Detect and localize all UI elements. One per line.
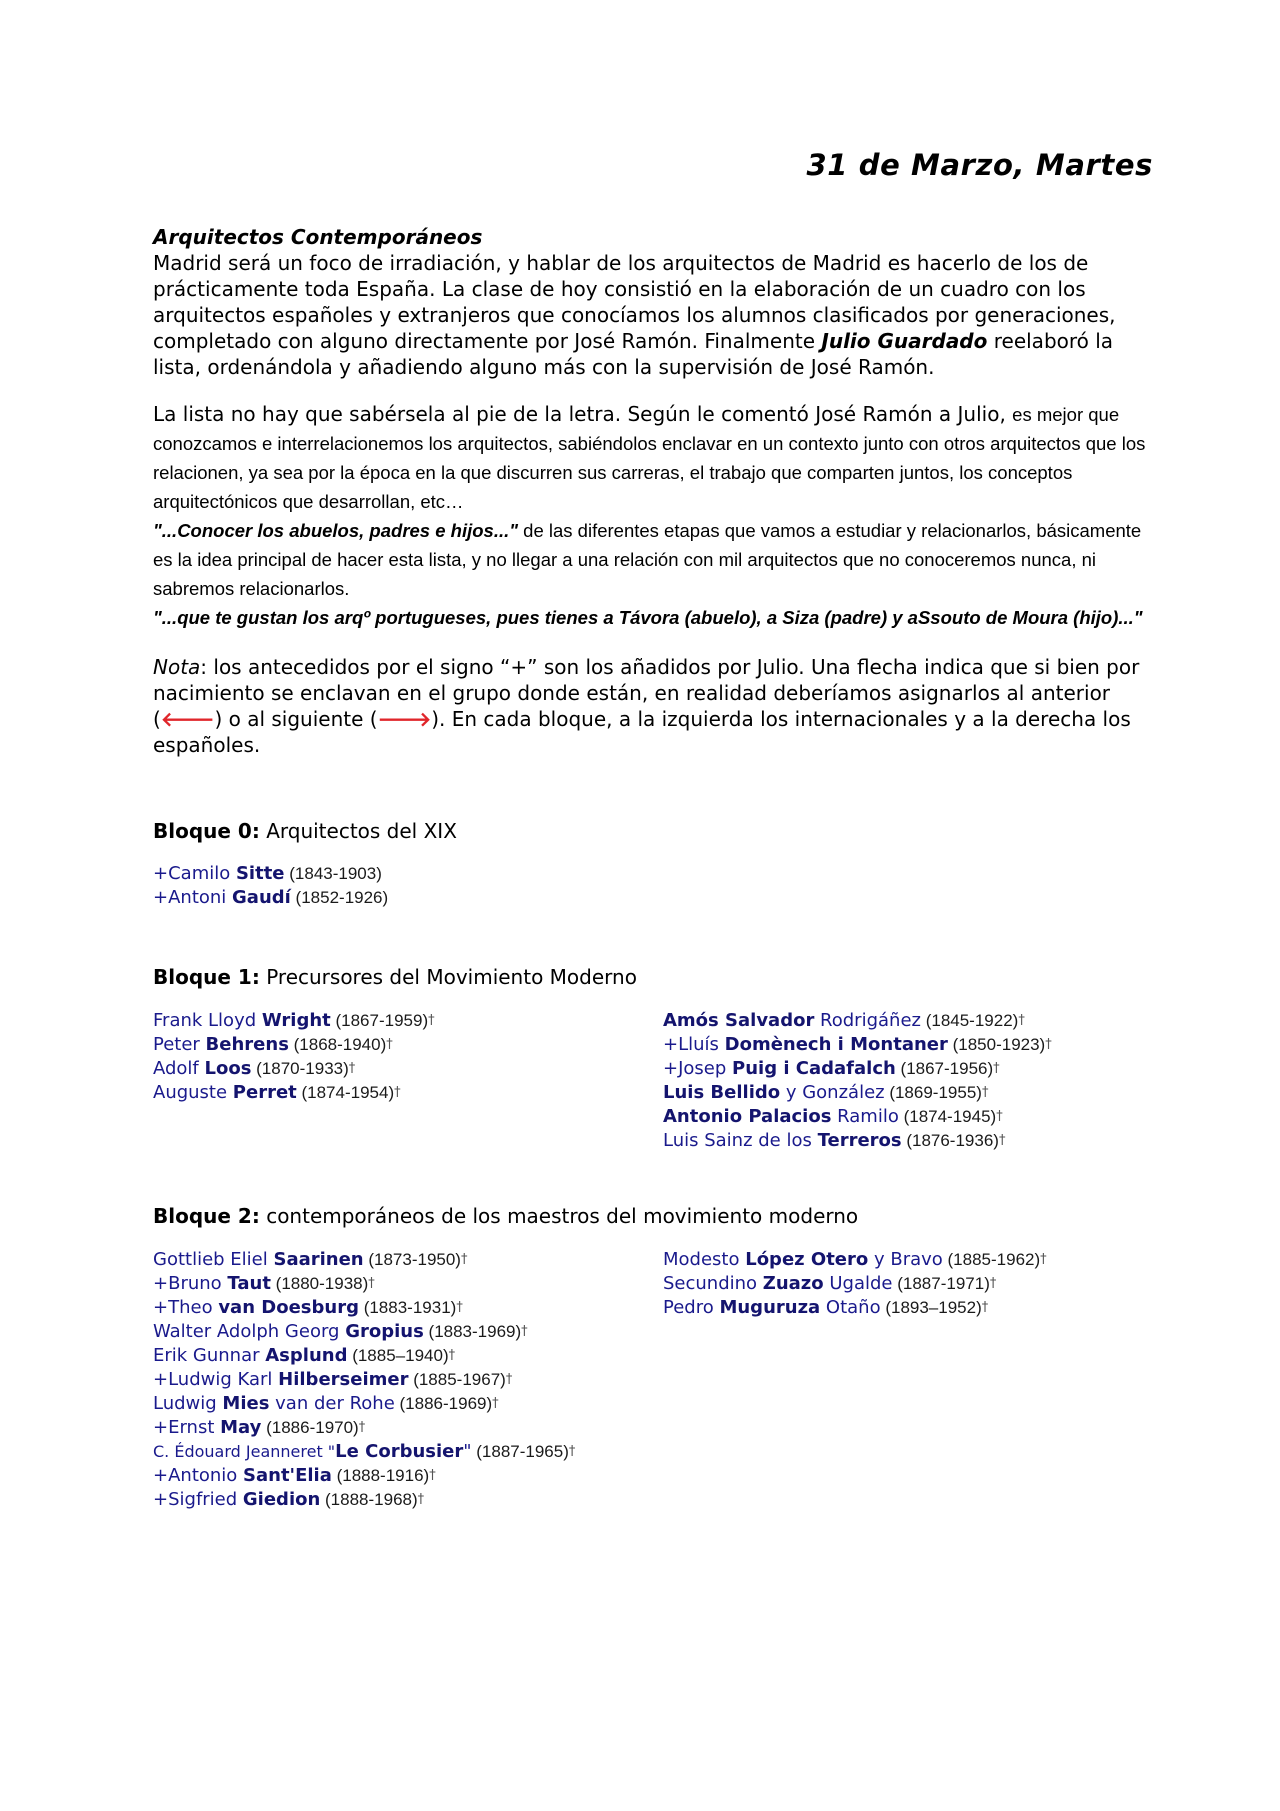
architect-years: (1873-1950) bbox=[363, 1250, 461, 1269]
architect-entry bbox=[153, 1057, 663, 1081]
architect-name-suffix: Ugalde bbox=[823, 1273, 893, 1294]
architect-name-suffix: Otaño bbox=[820, 1297, 881, 1318]
architect-years: (1868-1940) bbox=[288, 1035, 387, 1054]
architect-surname: Terreros bbox=[817, 1130, 902, 1151]
architect-years: (1870-1933) bbox=[251, 1059, 349, 1078]
dagger-mark: † bbox=[521, 1324, 528, 1339]
dagger-mark: † bbox=[448, 1348, 456, 1363]
plus-sign: + bbox=[153, 887, 169, 908]
dagger-mark: † bbox=[505, 1372, 513, 1387]
architect-years: (1885-1967) bbox=[408, 1370, 506, 1389]
architect-entry bbox=[663, 1057, 1153, 1081]
architect-years: (1893–1952) bbox=[880, 1298, 982, 1317]
architect-years: (1850-1923) bbox=[947, 1035, 1046, 1054]
architect-entry bbox=[153, 862, 1153, 886]
architect-surname: Sant'Elia bbox=[243, 1465, 332, 1486]
architect-years: (1874-1954) bbox=[296, 1083, 395, 1102]
architect-entry bbox=[153, 1081, 663, 1105]
architect-first-name: Walter Adolph Georg bbox=[153, 1321, 346, 1342]
architect-first-name: Erik Gunnar bbox=[153, 1345, 266, 1366]
architect-entry bbox=[153, 886, 1153, 910]
architect-entry bbox=[153, 1009, 663, 1033]
plus-sign: + bbox=[153, 1417, 169, 1438]
architect-first-name: Theo bbox=[168, 1297, 219, 1318]
architect-surname: Saarinen bbox=[273, 1249, 364, 1270]
architect-entry bbox=[153, 1416, 663, 1440]
bloque1-international-list bbox=[153, 1009, 663, 1153]
intro-paragraph bbox=[153, 250, 1153, 380]
plus-sign: + bbox=[153, 863, 169, 884]
architect-surname: Gropius bbox=[345, 1321, 424, 1342]
list-note-lead: La lista no hay que sabérsela al pie de la letra. Según le comentó José Ramón a Julio, bbox=[153, 402, 1013, 426]
nota-text1: : los antecedidos por el signo “+” son los añadidos por Julio. Una flecha indica que si bien por nacimiento se enclavan en el grupo donde están, en realidad deberíamos asignarlos al anterior ( bbox=[153, 655, 1140, 731]
architect-entry bbox=[663, 1033, 1153, 1057]
bloque2-heading bbox=[153, 1203, 1153, 1229]
architect-entry bbox=[153, 1033, 663, 1057]
architect-entry bbox=[663, 1105, 1153, 1129]
architect-first-name: Ernst bbox=[168, 1417, 221, 1438]
architect-years: (1883-1931) bbox=[358, 1298, 457, 1317]
bloque2-columns bbox=[153, 1248, 1153, 1512]
architect-surname: Loos bbox=[204, 1058, 252, 1079]
dagger-mark: † bbox=[429, 1468, 436, 1483]
architect-entry bbox=[663, 1009, 1153, 1033]
architect-surname: López Otero bbox=[745, 1249, 869, 1270]
dagger-mark: † bbox=[1018, 1013, 1025, 1028]
architect-surname: May bbox=[220, 1417, 262, 1438]
dagger-mark: † bbox=[568, 1444, 576, 1459]
bloque1-title: Precursores del Movimiento Moderno bbox=[259, 965, 637, 989]
architect-years: (1887-1971) bbox=[892, 1274, 990, 1293]
architect-entry bbox=[153, 1464, 663, 1488]
architect-surname: Wright bbox=[261, 1010, 331, 1031]
plus-sign: + bbox=[663, 1058, 679, 1079]
dagger-mark: † bbox=[492, 1396, 499, 1411]
architect-first-name: Peter bbox=[153, 1034, 206, 1055]
architect-entry bbox=[663, 1081, 1153, 1105]
dagger-mark: † bbox=[394, 1085, 401, 1100]
architect-entry bbox=[663, 1248, 1153, 1272]
dagger-mark: † bbox=[1040, 1252, 1047, 1267]
intro-part2: reelaboró la lista, ordenándola y añadiendo alguno más con la supervisión de José Ramón. bbox=[153, 329, 1114, 379]
architect-surname: Muguruza bbox=[719, 1297, 821, 1318]
list-note-paragraph bbox=[153, 400, 1153, 516]
architect-years: (1867-1956) bbox=[895, 1059, 994, 1078]
bloque0-label: Bloque 0: bbox=[153, 819, 260, 843]
plus-sign: + bbox=[153, 1465, 169, 1486]
architect-years: (1869-1955) bbox=[884, 1083, 982, 1102]
date-heading: 31 de Marzo, Martes bbox=[806, 148, 1153, 182]
architect-entry bbox=[663, 1296, 1153, 1320]
quote1: "...Conocer los abuelos, padres e hijos..." bbox=[153, 520, 519, 541]
architect-years: (1886-1969) bbox=[394, 1394, 493, 1413]
dagger-mark: † bbox=[981, 1085, 989, 1100]
architect-name-suffix: van der Rohe bbox=[269, 1393, 395, 1414]
bloque0-list bbox=[153, 862, 1153, 910]
architect-surname: Gaudí bbox=[232, 887, 291, 908]
dagger-mark: † bbox=[368, 1276, 375, 1291]
nota-text2: ) o al siguiente ( bbox=[214, 707, 378, 731]
architect-years: (1883-1969) bbox=[423, 1322, 522, 1341]
quote2-paragraph bbox=[153, 603, 1153, 632]
arrow-right-icon: 🡒 bbox=[377, 707, 432, 731]
bloque1-heading bbox=[153, 964, 1153, 990]
architect-entry bbox=[153, 1488, 663, 1512]
architect-surname: Domènech i Montaner bbox=[724, 1034, 948, 1055]
architect-entry bbox=[153, 1272, 663, 1296]
architect-surname: Mies bbox=[222, 1393, 270, 1414]
architect-entry bbox=[153, 1296, 663, 1320]
architect-surname: Giedion bbox=[242, 1489, 321, 1510]
bloque2-label: Bloque 2: bbox=[153, 1204, 260, 1228]
architect-first-name: Sigfried bbox=[168, 1489, 243, 1510]
architect-first-name: Auguste bbox=[153, 1082, 233, 1103]
architect-years: (1886-1970) bbox=[261, 1418, 359, 1437]
architect-first-name: Bruno bbox=[168, 1273, 228, 1294]
quote1-paragraph bbox=[153, 516, 1153, 603]
document-page bbox=[153, 148, 1153, 1512]
section-title: Arquitectos Contemporáneos bbox=[153, 225, 483, 249]
architect-surname: Perret bbox=[232, 1082, 297, 1103]
bloque2-title: contemporáneos de los maestros del movimiento moderno bbox=[259, 1204, 859, 1228]
architect-years: (1880-1938) bbox=[270, 1274, 369, 1293]
architect-first-name: C. Édouard Jeanneret " bbox=[153, 1442, 336, 1461]
plus-sign: + bbox=[153, 1273, 169, 1294]
quote1-after: de las diferentes etapas que vamos a estudiar y relacionarlos, básicamente es la idea principal de hacer esta lista, y no llegar a una relación con mil arquitectos que no conoceremos nunca, ni sabremos relacionarlos. bbox=[153, 520, 1142, 599]
architect-first-name: Lluís bbox=[678, 1034, 725, 1055]
dagger-mark: † bbox=[417, 1492, 425, 1507]
intro-author: Julio Guardado bbox=[821, 329, 988, 353]
architect-years: (1852-1926) bbox=[290, 888, 389, 907]
architect-entry bbox=[153, 1320, 663, 1344]
architect-first-name: Ludwig bbox=[153, 1393, 223, 1414]
architect-first-name: Antonio bbox=[168, 1465, 244, 1486]
architect-surname: Luis Bellido bbox=[663, 1082, 781, 1103]
dagger-mark: † bbox=[1045, 1037, 1052, 1052]
architect-name-suffix: y Bravo bbox=[868, 1249, 943, 1270]
bloque1-columns bbox=[153, 1009, 1153, 1153]
architect-surname: Sitte bbox=[235, 863, 285, 884]
bloque1-label: Bloque 1: bbox=[153, 965, 260, 989]
dagger-mark: † bbox=[981, 1300, 989, 1315]
architect-surname: Le Corbusier bbox=[335, 1441, 464, 1462]
bloque2-spanish-list bbox=[663, 1248, 1153, 1512]
dagger-mark: † bbox=[386, 1037, 393, 1052]
list-note-rest: es mejor que conozcamos e interrelacionemos los arquitectos, sabiéndolos enclavar en un contexto junto con otros arquitectos que los relacionen, ya sea por la época en la que discurren sus carreras, el trabajo que comparten juntos, los conceptos arquitectónicos que desarrollan, etc… bbox=[153, 404, 1146, 512]
architect-surname: van Doesburg bbox=[218, 1297, 359, 1318]
nota-text3: ). En cada bloque, a la izquierda los internacionales y a la derecha los españoles. bbox=[153, 707, 1131, 757]
architect-entry bbox=[663, 1129, 1153, 1153]
dagger-mark: † bbox=[428, 1013, 435, 1028]
dagger-mark: † bbox=[993, 1061, 1000, 1076]
architect-name-suffix: Ramilo bbox=[831, 1106, 899, 1127]
architect-name-suffix: Rodrigáñez bbox=[814, 1010, 921, 1031]
architect-entry bbox=[153, 1248, 663, 1272]
bloque2-international-list bbox=[153, 1248, 663, 1512]
architect-first-name: Ludwig Karl bbox=[168, 1369, 279, 1390]
architect-first-name: Pedro bbox=[663, 1297, 720, 1318]
architect-surname: Zuazo bbox=[762, 1273, 824, 1294]
plus-sign: + bbox=[153, 1369, 169, 1390]
dagger-mark: † bbox=[996, 1109, 1003, 1124]
architect-surname: Hilberseimer bbox=[278, 1369, 409, 1390]
architect-years: (1876-1936) bbox=[901, 1131, 999, 1150]
architect-first-name: Camilo bbox=[168, 863, 236, 884]
architect-years: (1885–1940) bbox=[347, 1346, 449, 1365]
bloque0-heading bbox=[153, 818, 1153, 844]
architect-first-name: Gottlieb Eliel bbox=[153, 1249, 274, 1270]
architect-surname: Puig i Cadafalch bbox=[732, 1058, 896, 1079]
architect-years: (1888-1916) bbox=[331, 1466, 430, 1485]
architect-surname: Taut bbox=[227, 1273, 271, 1294]
dagger-mark: † bbox=[358, 1420, 366, 1435]
plus-sign: + bbox=[663, 1034, 679, 1055]
plus-sign: + bbox=[153, 1297, 169, 1318]
architect-years: (1885-1962) bbox=[942, 1250, 1041, 1269]
architect-years: (1888-1968) bbox=[320, 1490, 418, 1509]
dagger-mark: † bbox=[460, 1252, 468, 1267]
dagger-mark: † bbox=[348, 1061, 356, 1076]
architect-surname: Antonio Palacios bbox=[663, 1106, 832, 1127]
architect-entry bbox=[153, 1392, 663, 1416]
nota-paragraph bbox=[153, 654, 1153, 758]
architect-years: (1874-1945) bbox=[898, 1107, 997, 1126]
architect-first-name: Modesto bbox=[663, 1249, 746, 1270]
nota-label: Nota bbox=[153, 655, 201, 679]
dagger-mark: † bbox=[989, 1276, 997, 1291]
dagger-mark: † bbox=[456, 1300, 463, 1315]
architect-first-name: Adolf bbox=[153, 1058, 205, 1079]
architect-name-suffix: " bbox=[463, 1441, 472, 1462]
architect-entry bbox=[663, 1272, 1153, 1296]
architect-entry bbox=[153, 1344, 663, 1368]
architect-entry bbox=[153, 1368, 663, 1392]
bloque0-title: Arquitectos del XIX bbox=[259, 819, 457, 843]
architect-first-name: Frank Lloyd bbox=[153, 1010, 262, 1031]
plus-sign: + bbox=[153, 1489, 169, 1510]
arrow-left-icon: 🡐 bbox=[160, 707, 215, 731]
architect-first-name: Antoni bbox=[168, 887, 233, 908]
architect-surname: Asplund bbox=[265, 1345, 348, 1366]
architect-years: (1845-1922) bbox=[920, 1011, 1019, 1030]
architect-surname: Behrens bbox=[205, 1034, 289, 1055]
architect-years: (1867-1959) bbox=[330, 1011, 429, 1030]
architect-first-name: Luis Sainz de los bbox=[663, 1130, 818, 1151]
architect-name-suffix: y González bbox=[780, 1082, 885, 1103]
architect-first-name: Secundino bbox=[663, 1273, 763, 1294]
architect-first-name: Josep bbox=[678, 1058, 733, 1079]
bloque1-spanish-list bbox=[663, 1009, 1153, 1153]
architect-years: (1843-1903) bbox=[284, 864, 382, 883]
quote2: "...que te gustan los arqº portugueses, pues tienes a Távora (abuelo), a Siza (padre) y aSsouto de Moura (hijo)..." bbox=[153, 607, 1143, 628]
dagger-mark: † bbox=[998, 1133, 1006, 1148]
architect-years: (1887-1965) bbox=[471, 1442, 569, 1461]
architect-entry bbox=[153, 1440, 663, 1464]
intro-part1: Madrid será un foco de irradiación, y hablar de los arquitectos de Madrid es hacerlo de los de prácticamente toda España. La clase de hoy consistió en la elaboración de un cuadro con los arquitectos españoles y extranjeros que conocíamos los alumnos clasificados por generaciones, completado con alguno directamente por José Ramón. Finalmente bbox=[153, 251, 1116, 353]
architect-surname: Amós Salvador bbox=[663, 1010, 815, 1031]
